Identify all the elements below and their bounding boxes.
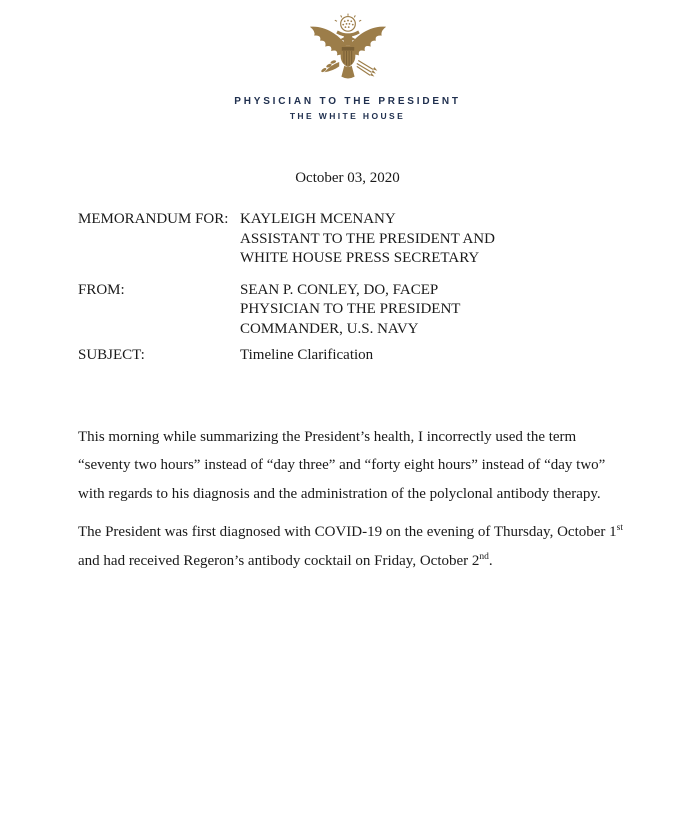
- subject-block: [240, 346, 373, 366]
- timeline-text-2: and had received Regeron’s antibody cocktail on Friday, October 2: [78, 552, 480, 569]
- subject-text: Timeline Clarification: [240, 347, 374, 363]
- ordinal-suffix-nd: nd: [479, 551, 489, 562]
- paragraph-correction: This morning while summarizing the President’s health, I incorrectly used the term “seventy two hours” instead of “day three” and “forty eight hours” instead of “day two” with regards to his diagnosis and the administration of the polyclonal antibody therapy.: [78, 428, 606, 502]
- recipient-title-line-2: WHITE HOUSE PRESS SECRETARY: [240, 250, 480, 266]
- recipient-block: [240, 210, 495, 269]
- sender-name: SEAN P. CONLEY, DO, FACEP: [240, 281, 439, 298]
- ordinal-suffix-st: st: [616, 523, 623, 534]
- field-label-memorandum-for: MEMORANDUM FOR:: [78, 211, 229, 227]
- memo-field-memorandum-for: [78, 210, 655, 269]
- paragraph-timeline: [78, 518, 623, 575]
- letterhead-office: PHYSICIAN TO THE PRESIDENT: [234, 96, 461, 107]
- field-label-from: FROM:: [78, 281, 125, 298]
- memo-field-from: [78, 281, 655, 340]
- sender-block: [240, 281, 460, 340]
- recipient-name: KAYLEIGH MCENANY: [240, 211, 396, 227]
- sender-title-line-1: PHYSICIAN TO THE PRESIDENT: [240, 301, 461, 317]
- memo-header-fields: [0, 210, 695, 366]
- letterhead-institution: THE WHITE HOUSE: [289, 111, 406, 121]
- presidential-seal-icon: [304, 12, 392, 90]
- field-label-subject: SUBJECT:: [78, 347, 145, 363]
- timeline-text-3: .: [488, 552, 493, 569]
- date-line: October 03, 2020: [295, 170, 400, 186]
- timeline-text-1: The President was first diagnosed with COVID-19 on the evening of Thursday, October 1: [78, 524, 617, 541]
- sender-title-line-2: COMMANDER, U.S. NAVY: [240, 320, 419, 337]
- letterhead: [0, 0, 695, 121]
- recipient-title-line-1: ASSISTANT TO THE PRESIDENT AND: [240, 230, 495, 247]
- memo-field-subject: [78, 346, 655, 366]
- memo-body: [0, 423, 623, 576]
